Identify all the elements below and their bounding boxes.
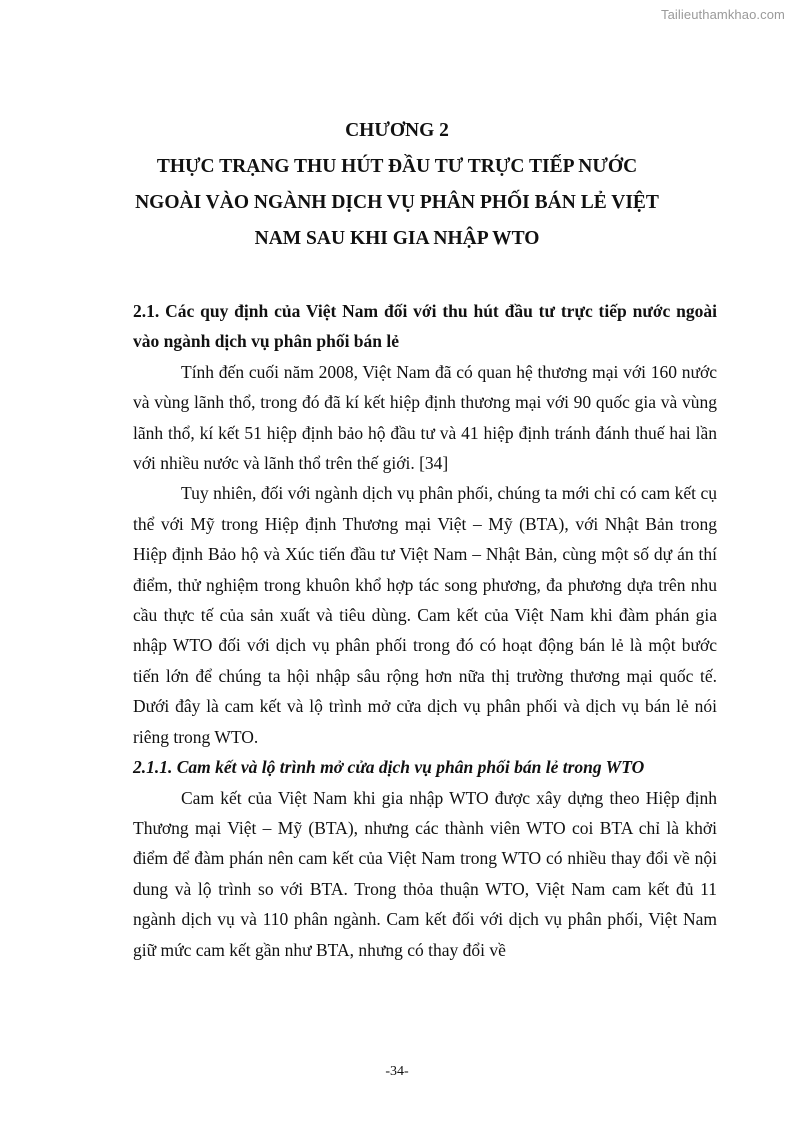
chapter-title-line-3: NAM SAU KHI GIA NHẬP WTO: [254, 228, 540, 249]
chapter-title-line-1: THỰC TRẠNG THU HÚT ĐẦU TƯ TRỰC TIẾP NƯỚC: [156, 156, 638, 177]
document-body: [133, 296, 717, 965]
chapter-label: CHƯƠNG 2: [345, 120, 449, 141]
page-number: -34-: [385, 1064, 409, 1079]
paragraph-distribution-commitments: Tuy nhiên, đối với ngành dịch vụ phân phối, chúng ta mới chỉ có cam kết cụ thể với Mỹ trong Hiệp định Thương mại Việt – Mỹ (BTA), với Nhật Bản trong Hiệp định Bảo hộ và Xúc tiến đầu tư Việt Nam – Nhật Bản, cùng một số dự án thí điểm, thử nghiệm trong khuôn khổ hợp tác song phương, đa phương dựa trên nhu cầu thực tế của sản xuất và tiêu dùng. Cam kết của Việt Nam khi đàm phán gia nhập WTO đối với dịch vụ phân phối trong đó có hoạt động bán lẻ là một bước tiến lớn để chúng ta hội nhập sâu rộng hơn nữa thị trường thương mại quốc tế. Dưới đây là cam kết và lộ trình mở cửa dịch vụ phân phối và dịch vụ bán lẻ nói riêng trong WTO.: [133, 483, 717, 747]
chapter-heading: [100, 113, 694, 257]
paragraph-wto-commitments: Cam kết của Việt Nam khi gia nhập WTO được xây dựng theo Hiệp định Thương mại Việt – Mỹ (BTA), nhưng các thành viên WTO coi BTA chỉ là khởi điểm để đàm phán nên cam kết của Việt Nam trong WTO có nhiều thay đổi về nội dung và lộ trình so với BTA. Trong thỏa thuận WTO, Việt Nam cam kết đủ 11 ngành dịch vụ và 110 phân ngành. Cam kết đối với dịch vụ phân phối, Việt Nam giữ mức cam kết gần như BTA, nhưng có thay đổi về: [133, 787, 717, 960]
section-heading-2-1-1: 2.1.1. Cam kết và lộ trình mở cửa dịch vụ phân phối bán lẻ trong WTO: [133, 757, 645, 778]
watermark: Tailieuthamkhao.com: [660, 7, 785, 22]
paragraph-trade-relations: Tính đến cuối năm 2008, Việt Nam đã có quan hệ thương mại với 160 nước và vùng lãnh thổ, trong đó đã kí kết hiệp định thương mại với 90 quốc gia và vùng lãnh thổ, kí kết 51 hiệp định bảo hộ đầu tư và 41 hiệp định tránh đánh thuế hai lần với nhiều nước và lãnh thổ trên thế giới. [34]: [133, 361, 717, 474]
section-heading-2-1: 2.1. Các quy định của Việt Nam đối với thu hút đầu tư trực tiếp nước ngoài vào ngành dịch vụ phân phối bán lẻ: [133, 301, 717, 352]
chapter-title-line-2: NGOÀI VÀO NGÀNH DỊCH VỤ PHÂN PHỐI BÁN LẺ VIỆT: [135, 192, 659, 213]
